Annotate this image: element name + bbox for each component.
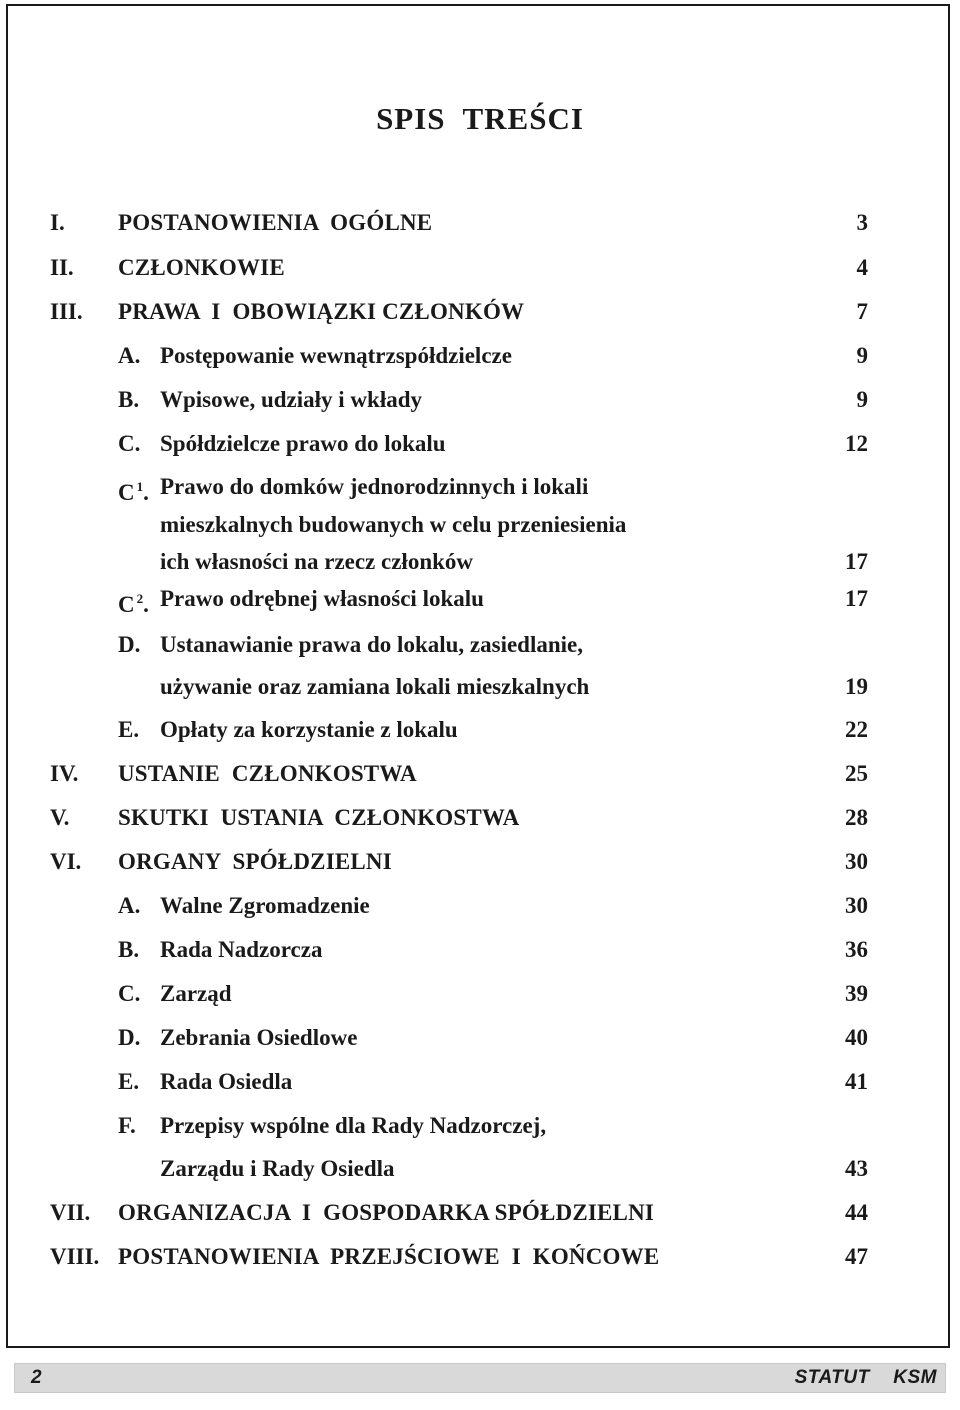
toc-section-letter [118, 473, 149, 507]
toc-section-letter [118, 430, 140, 458]
toc-entry[interactable] [0, 936, 960, 964]
toc-section-letter-text: A. [118, 893, 141, 918]
toc-section-letter-text: E. [118, 717, 140, 742]
footer-bar [14, 1363, 946, 1393]
toc-chapter-title: POSTANOWIENIA PRZEJŚCIOWE I KOŃCOWE [118, 1244, 660, 1269]
toc-chapter-title: CZŁONKOWIE [118, 255, 285, 280]
toc-section-title: Rada Osiedla [160, 1069, 293, 1094]
footer-document-name: STATUT KSM [794, 1367, 937, 1388]
toc-chapter-title: SKUTKI USTANIA CZŁONKOSTWA [118, 805, 520, 830]
toc-section-letter [118, 386, 139, 414]
toc-page-number: 9 [856, 343, 868, 368]
toc-section-title: Spółdzielcze prawo do lokalu [160, 431, 446, 456]
toc-section-letter [118, 716, 139, 744]
toc-entry[interactable] [0, 298, 960, 326]
toc-page-number: 44 [845, 1200, 868, 1225]
toc-section-title: Postępowanie wewnątrzspółdzielcze [160, 343, 512, 368]
toc-entry[interactable] [0, 892, 960, 920]
toc-section-title: Wpisowe, udziały i wkłady [160, 387, 422, 412]
toc-chapter-title: ORGANIZACJA I GOSPODARKA SPÓŁDZIELNI [118, 1200, 655, 1225]
toc-section-superscript: 1 [136, 479, 144, 494]
toc-page-number: 40 [845, 1025, 868, 1050]
toc-section-letter [118, 980, 140, 1008]
toc-entry[interactable] [0, 254, 960, 282]
toc-entry[interactable] [0, 548, 960, 576]
toc-page-number: 25 [845, 761, 868, 786]
toc-entry[interactable] [0, 631, 960, 659]
toc-entry[interactable] [0, 1112, 960, 1140]
toc-section-letter-text: E. [118, 1069, 140, 1094]
toc-section-letter-text: F. [118, 1113, 136, 1138]
toc-page-number: 19 [845, 674, 868, 699]
toc-section-letter-text: C. [118, 431, 141, 456]
toc-entry[interactable] [0, 473, 960, 505]
toc-page-number: 4 [856, 255, 868, 280]
toc-entry[interactable] [0, 1199, 960, 1227]
toc-section-title: Walne Zgromadzenie [160, 893, 370, 918]
toc-section-letter [118, 936, 139, 964]
toc-section-letter-text: B. [118, 937, 140, 962]
toc-section-superscript: 2 [136, 591, 144, 606]
toc-chapter-title: ORGANY SPÓŁDZIELNI [118, 849, 392, 874]
toc-section-letter [118, 1112, 136, 1140]
toc-entry[interactable] [0, 209, 960, 237]
toc-entry[interactable] [0, 804, 960, 832]
toc-chapter-number: VII. [50, 1200, 91, 1225]
toc-entry[interactable] [0, 430, 960, 458]
toc-page-number: 30 [845, 893, 868, 918]
toc-page-number: 43 [845, 1156, 868, 1181]
toc-chapter-number: V. [50, 805, 70, 830]
toc-section-letter-text: A. [118, 343, 141, 368]
toc-entry[interactable] [0, 1068, 960, 1096]
toc-section-letter-text: B. [118, 387, 140, 412]
toc-page-number: 47 [845, 1244, 868, 1269]
toc-entry[interactable] [0, 760, 960, 788]
toc-page-number: 12 [845, 431, 868, 456]
toc-section-dot: . [143, 592, 149, 617]
toc-page-number: 41 [845, 1069, 868, 1094]
toc-chapter-title: POSTANOWIENIA OGÓLNE [118, 210, 433, 235]
toc-section-letter-text: C [118, 592, 135, 617]
toc-page-number: 3 [856, 210, 868, 235]
toc-entry[interactable] [0, 1243, 960, 1271]
toc-chapter-number: VI. [50, 849, 82, 874]
toc-section-title: Opłaty za korzystanie z lokalu [160, 717, 458, 742]
page-title: SPIS TREŚCI [376, 100, 584, 136]
toc-chapter-title: PRAWA I OBOWIĄZKI CZŁONKÓW [118, 299, 525, 324]
toc-chapter-number: I. [50, 210, 65, 235]
toc-entry[interactable] [0, 848, 960, 876]
toc-section-title: mieszkalnych budowanych w celu przeniesienia [160, 512, 627, 537]
toc-section-letter-text: C. [118, 981, 141, 1006]
toc-section-title: ich własności na rzecz członków [160, 549, 474, 574]
toc-page-number: 17 [845, 586, 868, 611]
toc-page-number: 39 [845, 981, 868, 1006]
toc-section-title: Prawo odrębnej własności lokalu [160, 586, 484, 611]
toc-entry[interactable] [0, 511, 960, 539]
toc-chapter-number: II. [50, 255, 74, 280]
toc-entry[interactable] [0, 1024, 960, 1052]
toc-section-letter [118, 585, 149, 619]
toc-page-number: 28 [845, 805, 868, 830]
toc-page-number: 17 [845, 549, 868, 574]
toc-entry[interactable] [0, 342, 960, 370]
toc-entry[interactable] [0, 1155, 960, 1183]
toc-chapter-number: IV. [50, 761, 79, 786]
toc-section-letter [118, 631, 140, 659]
toc-section-title: używanie oraz zamiana lokali mieszkalnych [160, 674, 590, 699]
toc-section-dot: . [143, 480, 149, 505]
toc-section-title: Prawo do domków jednorodzinnych i lokali [160, 474, 589, 499]
toc-section-title: Zarządu i Rady Osiedla [160, 1156, 395, 1181]
footer-page-number: 2 [31, 1367, 42, 1388]
toc-section-title: Rada Nadzorcza [160, 937, 323, 962]
toc-page-number: 22 [845, 717, 868, 742]
toc-entry[interactable] [0, 673, 960, 701]
toc-page-number: 30 [845, 849, 868, 874]
toc-section-title: Zebrania Osiedlowe [160, 1025, 358, 1050]
toc-section-letter-text: D. [118, 1025, 141, 1050]
toc-section-letter-text: C [118, 480, 135, 505]
toc-entry[interactable] [0, 716, 960, 744]
toc-chapter-title: USTANIE CZŁONKOSTWA [118, 761, 417, 786]
toc-chapter-number: VIII. [50, 1244, 100, 1269]
toc-entry[interactable] [0, 386, 960, 414]
toc-section-letter [118, 1024, 140, 1052]
toc-page-number: 9 [856, 387, 868, 412]
toc-page-number: 7 [856, 299, 868, 324]
toc-section-title: Zarząd [160, 981, 232, 1006]
toc-entry[interactable] [0, 980, 960, 1008]
toc-section-letter [118, 342, 140, 370]
toc-section-title: Przepisy wspólne dla Rady Nadzorczej, [160, 1113, 547, 1138]
toc-page-number: 36 [845, 937, 868, 962]
toc-chapter-number: III. [50, 299, 83, 324]
toc-section-letter-text: D. [118, 632, 141, 657]
toc-section-letter [118, 1068, 139, 1096]
toc-section-title: Ustanawianie prawa do lokalu, zasiedlanie, [160, 632, 583, 657]
toc-entry[interactable] [0, 585, 960, 617]
toc-section-letter [118, 892, 140, 920]
